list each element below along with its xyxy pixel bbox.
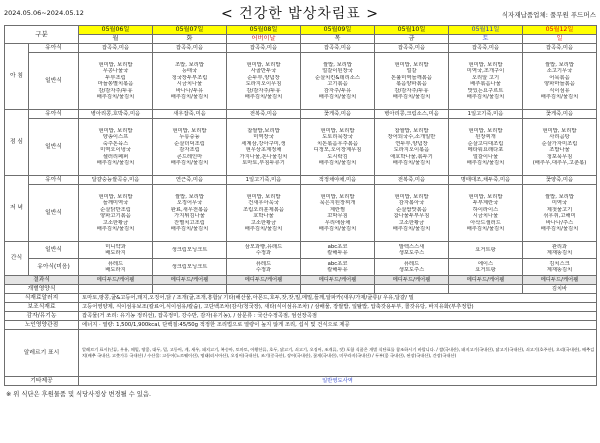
menu-line: (배추우,대추우,고춘볶) [532, 160, 587, 166]
menu-line: 애호박나물,볶두기 [390, 153, 433, 160]
menu-line: 찹쌀밥,보리밥 [247, 127, 280, 134]
menu-line: 바나나/주스 [545, 219, 574, 226]
menu-line: 배추김치/물김치 [540, 226, 579, 232]
gyeolgwa-cell: 메디두드/케어웰 [301, 276, 375, 285]
menu-line: 현미밥, 보리밥 [320, 193, 355, 200]
menu-line: 도시락김 [327, 153, 348, 160]
menu-line: 현미밥, 보리밥 [468, 193, 503, 200]
youah-cell: 연근죽,미음 [153, 176, 227, 185]
row-label-gansik-ilban: 일반식 [29, 242, 79, 259]
gaebyeol-cell [449, 285, 523, 294]
youah-cell: 적정채야채,미음 [301, 176, 375, 185]
info-gamji: 잡곡물(거 쏘리: 유기농 정리선), 잡곡정미, 강수반, 감자(유기농), / 삼문류 : 국산수정곡점, 엄선장곡점 [79, 312, 597, 321]
day-name-0: 월 [79, 35, 153, 44]
menu-line: 찹쌀밥, 보리밥 [394, 127, 429, 134]
gaebyeol-cell-sun: 김치바 [523, 285, 597, 294]
menu-line: 배추김치/물김치 [392, 94, 431, 100]
ilban-cell [227, 53, 301, 110]
menu-line: 호박나물 [253, 213, 274, 219]
menu-line: 칼해두유 [327, 250, 348, 256]
menu-line: 배추김치/물김치 [96, 226, 135, 232]
menu-line: 배추김치/물김치 [540, 94, 579, 100]
menu-line: 고기볶음 [327, 81, 348, 87]
meal-label-ac: 아 침 [5, 44, 29, 110]
menu-line: 가지나물,돈나물김치 [239, 153, 288, 160]
menu-line: 퓨레드 [107, 260, 124, 267]
menu-line: 현미밥, 보리밥 [542, 127, 577, 134]
row-label-youah: 유아식 [29, 110, 79, 119]
menu-line: 배도라지 [105, 267, 126, 273]
menu-line: 현우상초계정채 [245, 147, 282, 153]
gansik-cell [153, 242, 227, 259]
menu-line: 오리알 고기 [471, 74, 500, 81]
ilban-cell [153, 119, 227, 176]
menu-line: 도라지오이무침 [245, 81, 282, 87]
meal-label-jeom: 점 심 [5, 110, 29, 176]
menu-line: 배추김치/물김치 [170, 226, 209, 232]
menu-line: 고소한황금 [102, 219, 129, 226]
menu-line: 누룽숭늉 [179, 134, 200, 140]
info-allergy_notice: 알레르기 표시(난류, 우유, 메밀, 땅콩, 대두, 밀, 고등어, 게, 새우, 돼지고기, 복숭아, 토마토, 아황산류, 호두, 닭고기, 쇠고기, 오징어, 조개류, 잣) 포함 식품은 개별 식단표를 참조하시기 바랍니다. / 쌀(국내산), 돼지고기(국내산), 닭고기(국내산), 쇠고기(호주산), 오리(국내산), 배추김치(배추 국내산, 고춧가루 국내산) / 수산물: 고등어(노르웨이산), 명태(러시아산), 오징어(국내산), 조기(중국산), 장어(국내산), 꽃게(국내산), 미꾸라지(국내산) / 두부(콩 국내산), 된장(국내산), 간장(국내산) [79, 330, 597, 377]
menu-line: 잔멸치고조림 [174, 219, 205, 226]
gansik-youah-cell [449, 259, 523, 276]
youah-cell: 꽃양죽,미음 [523, 176, 597, 185]
menu-line: 감자볶아국 [398, 200, 425, 206]
menu-line: 배추김치/물김치 [96, 160, 135, 166]
day-date-2: 05월08일 [227, 26, 301, 35]
ilban-cell [153, 185, 227, 242]
menu-line: 미역오이냉국 [100, 147, 131, 153]
menu-line: 현미밥, 보리밥 [394, 61, 429, 68]
youah-cell: 잡곡죽,미음 [301, 44, 375, 53]
youah-cell: 전복죽,미음 [375, 176, 449, 185]
menu-line: 양송이스프 [102, 134, 129, 140]
menu-line: 현미밥, 보리밥 [98, 193, 133, 200]
menu-line: 돈불미역들깨볶음 [391, 74, 432, 81]
menu-line: 배도라지 [105, 250, 126, 256]
menu-line: 배추김치/물김치 [392, 226, 431, 232]
menu-line: 순살닭반조림 [100, 206, 131, 213]
menu-line: 장어되국수,소개일반 [387, 134, 436, 140]
menu-line: 미니약과 [105, 243, 126, 250]
day-date-0: 05월06일 [79, 26, 153, 35]
menu-line: 삼모과빵,유래드 [244, 243, 283, 250]
gansik-cell [227, 242, 301, 259]
day-name-1: 화 [153, 35, 227, 44]
menu-line: 쌀밥, 보리밥 [545, 61, 574, 68]
youah-cell: 달걀숭늉쌀곡숭,미음 [79, 176, 153, 185]
youah-cell: 잡곡죽,미음 [79, 44, 153, 53]
gansik-youah-cell [375, 259, 449, 276]
menu-line: 배추김치/물김치 [466, 160, 505, 166]
menu-line: 들깨미역국 [102, 200, 129, 206]
youah-cell: 1일고기죽,미음 [227, 176, 301, 185]
menu-line: 완료,새우전볶음 [170, 206, 209, 213]
menu-line: 현미밥, 보리밥 [98, 61, 133, 68]
menu-line: 현미밥, 보리밥 [468, 61, 503, 68]
gansik-youah-cell [79, 259, 153, 276]
meal-label-gansik: 간식 [5, 242, 29, 276]
menu-line: abc초코 [327, 260, 348, 267]
menu-line: 순살치킨&데리소스 [314, 74, 361, 81]
menu-line: 소고기무국 [546, 68, 573, 74]
info-nodong: 에너지 · 열량: 1,500/1,900kcal, 단백질:45/50g 적정한 조리법으로 열량이 높지 않게 조리, 섭식 및 건식으로 제공 [79, 321, 597, 330]
youah-cell: 병아리콩,크림소스,미음 [375, 110, 449, 119]
vendor-label: 식자재납품업체: 풀무원 푸드머스 [501, 11, 596, 19]
menu-line: 시금치나물 [472, 213, 499, 219]
ilban-cell [449, 185, 523, 242]
info-other: 일반영도사역 [79, 377, 597, 386]
menu-line: 배추김치/물김치 [170, 160, 209, 166]
gyeolgwa-cell: 메디두드/케어웰 [79, 276, 153, 285]
menu-line: 조림오리훈제볶음 [243, 206, 284, 213]
gansik-youah-cell [523, 259, 597, 276]
menu-line: 배추김치/물김치 [170, 94, 209, 100]
menu-line: 얼갈이된장국 [322, 68, 353, 74]
menu-line: 오징어무국 [176, 200, 203, 206]
menu-line: 감/감자주/두유 [246, 87, 281, 94]
gaebyeol-cell [79, 285, 153, 294]
menu-line: 현미밥, 보리밥 [246, 193, 281, 200]
ilban-cell [153, 53, 227, 110]
menu-line: 감/감자주/두유 [98, 87, 133, 94]
row-label-youah: 유아식 [29, 176, 79, 185]
menu-line: 에이스 [477, 260, 494, 267]
row-label-ilban: 일반식 [29, 53, 79, 110]
menu-line: 얼갈 [406, 68, 417, 74]
menu-line: 마늘쫑멸치볶음 [97, 81, 134, 87]
menu-line: 우리애삼채 [324, 219, 351, 226]
menu-line: 맛있는요구르트 [467, 87, 504, 94]
menu-line: 배추김치/물김치 [244, 94, 283, 100]
gansik-youah-cell [301, 259, 375, 276]
ilban-cell [227, 119, 301, 176]
ilban-cell [79, 119, 153, 176]
day-date-6: 05월12일 [523, 26, 597, 35]
ilban-cell [301, 185, 375, 242]
menu-line: 사골만두국 [250, 68, 277, 74]
day-date-3: 05월09일 [301, 26, 375, 35]
menu-line: 시금치나물 [176, 81, 203, 87]
menu-line: 가지튀김나물 [174, 213, 205, 219]
menu-line: 배추김치/물김치 [96, 94, 135, 100]
menu-line: 순살쌈맛볶음 [396, 206, 427, 213]
menu-line: 고소한황금 [250, 219, 277, 226]
ilban-cell [375, 119, 449, 176]
menu-line: 등태국 [181, 68, 198, 74]
menu-line: 쌀밥, 보리밥 [323, 61, 352, 68]
menu-line: 하이라이스 [472, 206, 499, 213]
menu-line: 현미밥, 보리밥 [468, 127, 503, 134]
row-label-gaebyeol: 개별영양식 [5, 285, 79, 294]
row-label-other: 기타제공 [5, 377, 79, 386]
youah-cell: 병아리콩,호박죽,미음 [79, 110, 153, 119]
header-gubun: 구분 [5, 26, 79, 44]
day-name-4: 금 [375, 35, 449, 44]
ilban-cell [449, 119, 523, 176]
youah-cell: 새우잡죽,미음 [153, 110, 227, 119]
day-date-1: 05월07일 [153, 26, 227, 35]
menu-line: 묵은지된장찌개 [319, 200, 356, 206]
menu-line: 생포도주스 [398, 250, 425, 256]
menu-line: 순살고디대조림 [467, 140, 504, 147]
menu-line: 토마토,부침두류기 [242, 160, 285, 166]
info-sikjae: 토마토,땅콩,굴&고등어,돼지,오징어,닭 / 조개(굴,조개,흥합)/ 기타(해산물,아몬드,호두,잣,잣,밀,메밀,들깨,알파카(새우/가재/굴류)/ 우유,달걀/ 밀 [79, 294, 597, 303]
menu-line: 얼갈이나물 [472, 153, 499, 160]
menu-line: 퓨레드 [403, 260, 420, 267]
menu-line: 어묵볶음 [549, 74, 570, 81]
menu-line: 배추김치/물김치 [318, 160, 357, 166]
day-date-5: 05월11일 [449, 26, 523, 35]
ilban-cell [375, 53, 449, 110]
menu-line: 배추김치/물김치 [318, 94, 357, 100]
menu-line: 현미밥, 보리밥 [394, 193, 429, 200]
menu-line: 셀러리페퍼 [102, 153, 129, 160]
ilban-cell [301, 53, 375, 110]
menu-line: 현미밥, 보리밥 [320, 127, 355, 134]
youah-cell: 꽃게죽,미음 [301, 110, 375, 119]
menu-line: 현미밥, 보리밥 [172, 127, 207, 134]
gyeolgwa-cell: 메디두드/케어웰 [227, 276, 301, 285]
gyeolgwa-cell: 메디두드/케어웰 [449, 276, 523, 285]
menu-line: 생크림모닝크트 [171, 263, 208, 270]
page-title: < 건강한 밥상차림표 > [220, 6, 379, 22]
menu-line: 된장찌개 [475, 134, 496, 140]
header [0, 0, 600, 25]
menu-line: 배추김치/물김치 [392, 160, 431, 166]
menu-line: 숙주돈육스 [102, 140, 129, 147]
menu-line: 청국장두부조림 [171, 74, 208, 81]
menu-line: 감/감자주/두유 [394, 87, 429, 94]
menu-line: 생크림모닝크트 [171, 246, 208, 253]
row-label-boyang: 보조식재료 [5, 303, 79, 312]
menu-line: 건새우아욱국 [248, 200, 279, 206]
menu-line: 치돈볶음우주볶음 [317, 140, 358, 147]
menu-line: abc초코 [327, 243, 348, 250]
youah-cell: 전복죽,미음 [227, 110, 301, 119]
menu-line: 현미밥, 보리밥 [98, 127, 133, 134]
menu-line: 연두부,양념장 [395, 140, 428, 147]
menu-line: 계란찜 [329, 206, 346, 213]
ilban-cell [375, 185, 449, 242]
row-label-gyeolgwa: 결과식 [5, 276, 79, 285]
menu-line: 발렉스스새 [398, 243, 425, 250]
menu-line: 메타워요래다포 [467, 147, 504, 153]
menu-line: 현미밥, 보리밥 [246, 61, 281, 68]
menu-line: 김치스크 [549, 260, 570, 267]
menu-line: 쌀밥, 보리밥 [175, 193, 204, 200]
row-label-ilban: 일반식 [29, 119, 79, 176]
menu-line: 계재뚱김치 [546, 250, 573, 256]
row-label-ilban: 일반식 [29, 185, 79, 242]
menu-line: 미역국 [551, 200, 568, 206]
meal-table [4, 25, 597, 386]
menu-line: 양파마늘볶음 [544, 81, 575, 87]
menu-line: 도라지오이볶음 [393, 147, 430, 153]
menu-line: 요거트팡 [475, 246, 496, 253]
menu-line: 계재뚱김치 [546, 267, 573, 273]
menu-line: 미역장국 [253, 134, 274, 140]
menu-line: 순살가자미조림 [541, 140, 578, 147]
ilban-cell [301, 119, 375, 176]
day-name-5: 토 [449, 35, 523, 44]
date-range: 2024.05.06~2024.05.12 [4, 9, 84, 17]
menu-line: 양파고기볶음 [100, 213, 131, 219]
menu-line: 배추김치/물김치 [318, 226, 357, 232]
footer-note: ※ 위 식단은 후원물품 및 식당사정상 변경될 수 있음. [6, 391, 151, 398]
menu-line: 제첫물고기 [546, 206, 573, 213]
menu-line: 볶음양파볶음 [396, 81, 427, 87]
menu-line: 요거트팡 [475, 267, 496, 273]
menu-line: 참나물두부무침 [393, 213, 430, 219]
menu-line: 바나나/두유 [175, 87, 204, 94]
meal-label-jeo: 저 녁 [5, 176, 29, 242]
menu-line: 디정모,오이장계무침 [313, 147, 362, 153]
ilban-cell [449, 53, 523, 110]
menu-line: 칼해두유 [327, 267, 348, 273]
menu-line: 생포도주스 [398, 267, 425, 273]
youah-cell: 잡곡죽,미음 [375, 44, 449, 53]
ilban-cell [523, 185, 597, 242]
menu-line: 무콩나물국 [102, 68, 129, 74]
youah-cell: 잡곡죽,미음 [449, 44, 523, 53]
menu-line: 배추볶음나물 [470, 81, 501, 87]
row-label-allergy_notice: 알레르기 표시 [5, 330, 79, 377]
menu-line: 꼬막무침 [327, 213, 348, 219]
gaebyeol-cell [301, 285, 375, 294]
info-boyang: 고등어영양제, 식이섬유보조(칼료어,식이섬유/칼슘), 고단백조차(감사/청국장), 새타(식이섬유조차) / 삼배물, 장쌀밥, 일탈밥, 압축갓용두부, 콜갓유당, 바지유화(부추정함) [79, 303, 597, 312]
row-label-gansik-youah: 유아식(미음) [29, 259, 79, 276]
row-label-sikjae: 식재료알러지 [5, 294, 79, 303]
menu-line: 퓨레드 [255, 260, 272, 267]
gansik-cell [523, 242, 597, 259]
menu-line: 배추김치/물김치 [244, 226, 283, 232]
menu-line: 배추김치/물김치 [466, 94, 505, 100]
menu-line: 배추김치/물김치 [466, 226, 505, 232]
menu-line: 청포묵무침 [546, 153, 573, 160]
youah-cell: 잡곡죽,미음 [227, 44, 301, 53]
gansik-cell [375, 242, 449, 259]
menu-line: 두부계란국 [472, 200, 499, 206]
menu-line: 식이섬유 [549, 87, 570, 94]
menu-line: 수정과 [255, 250, 272, 256]
day-name-3: 목 [301, 35, 375, 44]
menu-line: 도토리묵장국 [322, 134, 353, 140]
gyeolgwa-cell: 메디두드/케어웰 [153, 276, 227, 285]
day-date-4: 05월10일 [375, 26, 449, 35]
youah-cell: 잡곡죽,미음 [523, 44, 597, 53]
menu-line: 사리곰탕 [549, 134, 570, 140]
row-label-nodong: 노인영양관점 [5, 321, 79, 330]
youah-cell: 명태대조,채두죽,미음 [449, 176, 523, 185]
menu-line: 관리과 [551, 243, 568, 250]
gansik-cell [301, 242, 375, 259]
gansik-cell [79, 242, 153, 259]
row-label-youah: 유아식 [29, 44, 79, 53]
menu-line: 수정과 [255, 267, 272, 273]
ilban-cell [79, 53, 153, 110]
menu-line: 아삭드샐러드 [470, 219, 501, 226]
row-label-gamji: 감자/유기농 [5, 312, 79, 321]
menu-line: 순살더덕조림 [174, 140, 205, 147]
menu-line: 순두부,양념장 [247, 74, 280, 81]
menu-line: 미역국,조개구이 [466, 68, 505, 74]
gaebyeol-cell [227, 285, 301, 294]
menu-line: 조밥나물 [549, 147, 570, 153]
gyeolgwa-cell: 메디두드/케어웰 [375, 276, 449, 285]
menu-line: 두부조림 [105, 74, 126, 81]
menu-line: 섞우쥐,고해미 [543, 213, 576, 219]
menu-line: 콘드레인마 [176, 153, 203, 160]
day-name-2: 어버이날 [227, 35, 301, 44]
gansik-youah-cell [227, 259, 301, 276]
gansik-youah-cell [153, 259, 227, 276]
gaebyeol-cell [375, 285, 449, 294]
youah-cell: 꽃게죽,미음 [523, 110, 597, 119]
menu-line: 조밥, 보리밥 [175, 61, 204, 68]
day-name-6: 일 [523, 35, 597, 44]
youah-cell: 1일고기죽,미음 [449, 110, 523, 119]
ilban-cell [523, 53, 597, 110]
gaebyeol-cell [153, 285, 227, 294]
menu-line: 감자주/두유 [323, 87, 352, 94]
menu-line: 고소한황금 [398, 219, 425, 226]
menu-line: 세계삼,강아구미,생 [241, 140, 286, 147]
gansik-cell [449, 242, 523, 259]
ilban-cell [523, 119, 597, 176]
ilban-cell [79, 185, 153, 242]
ilban-cell [227, 185, 301, 242]
menu-line: 감자조림 [179, 147, 200, 153]
gyeolgwa-cell: 메디두드/케어웰 [523, 276, 597, 285]
menu-line: 쌀밥, 보리밥 [545, 193, 574, 200]
youah-cell: 잡곡죽,미음 [153, 44, 227, 53]
